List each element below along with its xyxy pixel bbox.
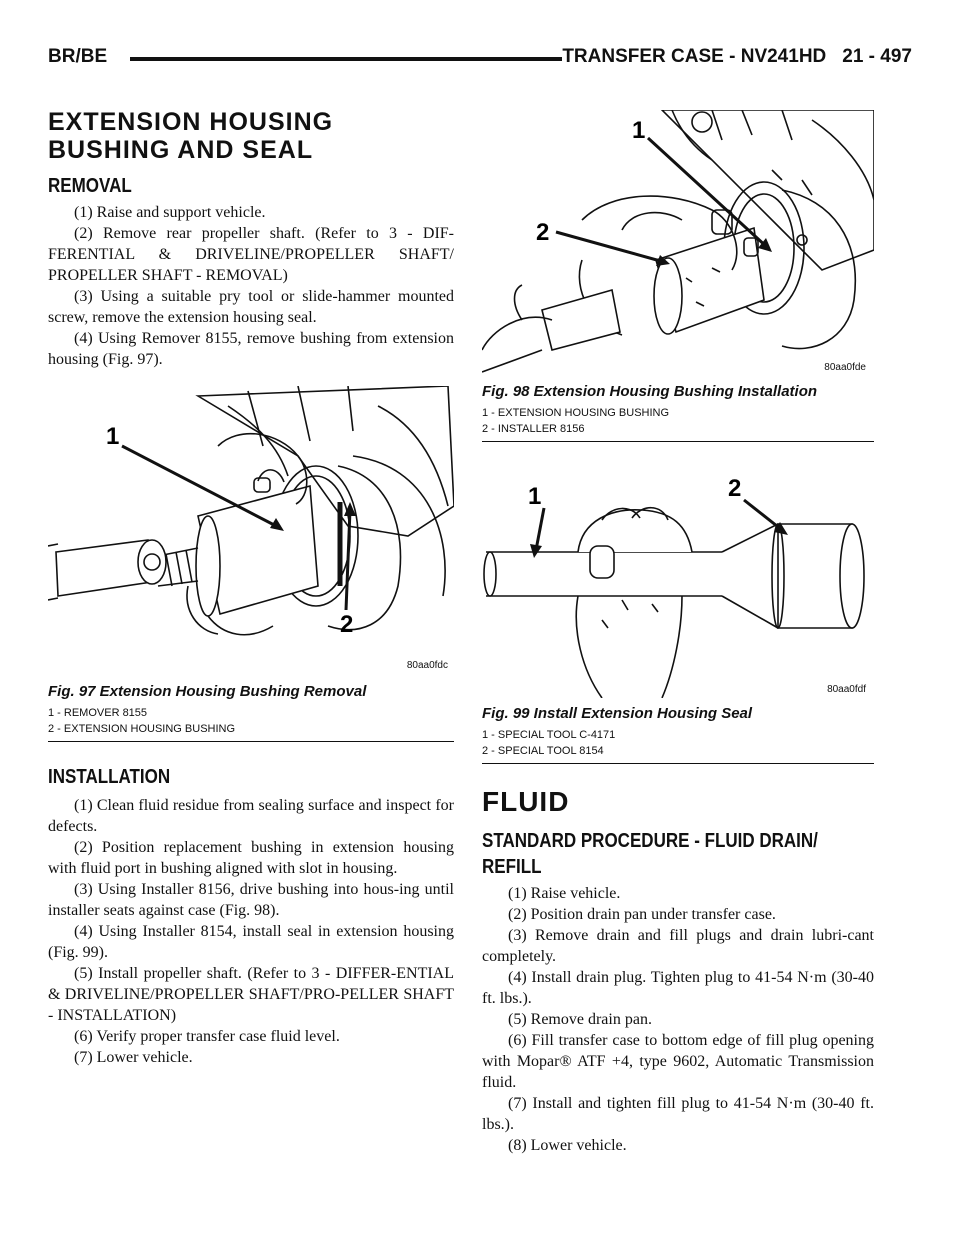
section-title-fluid: FLUID <box>482 786 570 817</box>
figure-98-rule <box>482 441 874 442</box>
figure-97-legend <box>48 705 454 737</box>
installation-step: (1) Clean fluid residue from sealing surface and inspect for defects. <box>48 797 454 835</box>
left-column <box>48 108 454 1068</box>
figure-97 <box>48 386 454 676</box>
legend-item: 1 - SPECIAL TOOL C-4171 <box>482 729 616 741</box>
figure-98-legend <box>482 405 874 437</box>
removal-step: (3) Using a suitable pry tool or slide-hammer mounted screw, remove the extension housing seal. <box>48 288 454 326</box>
installation-step: (3) Using Installer 8156, drive bushing into hous-ing until installer seats against case (Fig. 98). <box>48 881 454 919</box>
legend-item: 1 - REMOVER 8155 <box>48 707 148 719</box>
callout-1: 1 <box>106 423 120 450</box>
legend-item: 1 - EXTENSION HOUSING BUSHING <box>482 407 670 419</box>
fluid-step: (5) Remove drain pan. <box>508 1011 652 1028</box>
figure-97-illustration <box>48 386 454 676</box>
legend-item: 2 - SPECIAL TOOL 8154 <box>482 745 604 757</box>
heading-line-1: STANDARD PROCEDURE - FLUID DRAIN/ <box>482 830 818 852</box>
header-rule <box>130 57 562 61</box>
header-title-group <box>562 46 912 68</box>
figure-99-legend <box>482 727 874 759</box>
callout-1: 1 <box>632 117 646 144</box>
figure-99-rule <box>482 763 874 764</box>
fluid-step: (7) Install and tighten fill plug to 41-54 N·m (30-40 ft. lbs.). <box>482 1095 874 1133</box>
section-title-extension <box>48 108 454 164</box>
legend-item: 2 - INSTALLER 8156 <box>482 423 585 435</box>
fluid-step: (3) Remove drain and fill plugs and drain lubri-cant completely. <box>482 927 874 965</box>
section-title-line-1: EXTENSION HOUSING <box>48 108 334 136</box>
installation-step: (2) Position replacement bushing in extension housing with fluid port in bushing aligned with slot in housing. <box>48 839 454 877</box>
installation-heading: INSTALLATION <box>48 766 171 788</box>
removal-steps <box>48 202 454 370</box>
figure-code: 80aa0fde <box>824 362 866 373</box>
manual-model-code: BR/BE <box>48 46 108 67</box>
figure-99-illustration <box>482 460 874 698</box>
callout-1: 1 <box>528 483 542 510</box>
figure-97-caption: Fig. 97 Extension Housing Bushing Removal <box>48 683 367 700</box>
figure-98-illustration <box>482 110 874 376</box>
removal-step: (1) Raise and support vehicle. <box>74 204 266 221</box>
callout-2: 2 <box>340 611 354 638</box>
callout-2: 2 <box>536 219 550 246</box>
installation-step: (6) Verify proper transfer case fluid level. <box>74 1028 340 1045</box>
fluid-step: (1) Raise vehicle. <box>508 885 621 902</box>
figure-99 <box>482 460 874 698</box>
legend-item: 2 - EXTENSION HOUSING BUSHING <box>48 723 236 735</box>
page-number: 21 - 497 <box>842 46 912 67</box>
fluid-step: (2) Position drain pan under transfer case. <box>508 906 776 923</box>
figure-code: 80aa0fdf <box>827 684 866 695</box>
removal-step: (4) Using Remover 8155, remove bushing from extension housing (Fig. 97). <box>48 330 454 368</box>
installation-step: (7) Lower vehicle. <box>74 1049 193 1066</box>
fluid-steps <box>482 883 874 1156</box>
fluid-step: (6) Fill transfer case to bottom edge of fill plug opening with Mopar® ATF +4, type 9602, Automatic Transmission fluid. <box>482 1032 874 1091</box>
figure-99-caption: Fig. 99 Install Extension Housing Seal <box>482 705 753 722</box>
callout-2: 2 <box>728 475 742 502</box>
installation-step: (4) Using Installer 8154, install seal in extension housing (Fig. 99). <box>48 923 454 961</box>
figure-98-caption: Fig. 98 Extension Housing Bushing Installation <box>482 383 818 400</box>
fluid-procedure-heading <box>482 828 875 880</box>
installation-steps <box>48 795 454 1068</box>
figure-98 <box>482 110 874 376</box>
installation-step: (5) Install propeller shaft. (Refer to 3 - DIFFER-ENTIAL & DRIVELINE/PROPELLER SHAFT/PRO-PELLER SHAFT - INSTALLATION) <box>48 965 454 1024</box>
removal-step: (2) Remove rear propeller shaft. (Refer to 3 - DIF-FERENTIAL & DRIVELINE/PROPELLER SHAFT/ PROPELLER SHAFT - REMOVAL) <box>48 225 454 284</box>
header-section-title: TRANSFER CASE - NV241HD <box>562 46 827 67</box>
page-header <box>48 44 912 72</box>
figure-code: 80aa0fdc <box>406 660 448 671</box>
figure-97-rule <box>48 741 454 742</box>
fluid-step: (4) Install drain plug. Tighten plug to 41-54 N·m (30-40 ft. lbs.). <box>482 969 874 1007</box>
heading-line-2: REFILL <box>482 856 542 878</box>
section-title-line-2: BUSHING AND SEAL <box>48 136 314 164</box>
fluid-step: (8) Lower vehicle. <box>508 1137 627 1154</box>
right-column <box>482 110 874 1156</box>
removal-heading: REMOVAL <box>48 175 132 197</box>
